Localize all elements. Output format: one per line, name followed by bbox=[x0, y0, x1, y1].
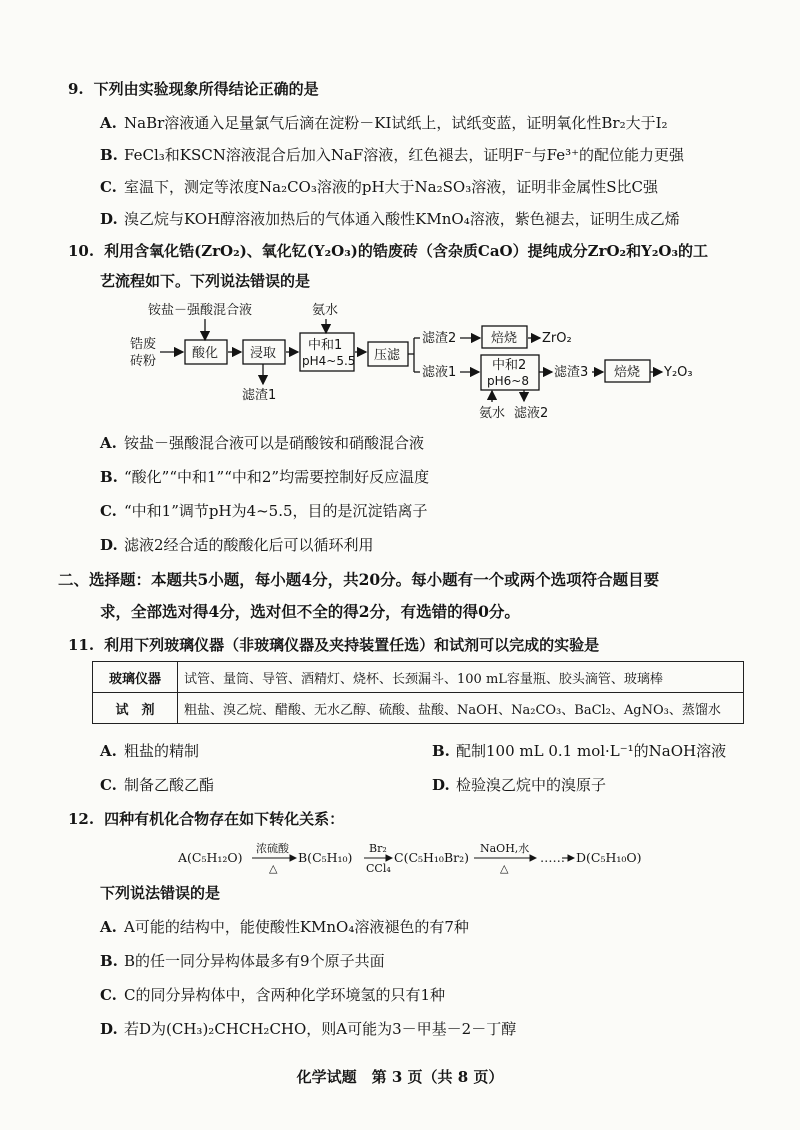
condition3-bottom: △ bbox=[500, 862, 509, 874]
table-cell-glassware: 试管、量筒、导管、酒精灯、烧杯、长颈漏斗、100 mL容量瓶、胶头滴管、玻璃棒 bbox=[178, 662, 744, 693]
condition1-bottom: △ bbox=[269, 862, 278, 874]
q9-option-d: D. 溴乙烷与KOH醇溶液加热后的气体通入酸性KMnO₄溶液，紫色褪去，证明生成乙烯 bbox=[100, 210, 680, 228]
residue3-label: 滤渣3 bbox=[554, 365, 589, 380]
q10-stem bbox=[68, 240, 708, 261]
table-head-glassware: 玻璃仪器 bbox=[93, 662, 178, 693]
table-cell-reagents: 粗盐、溴乙烷、醋酸、无水乙醇、硫酸、盐酸、NaOH、Na₂CO₃、BaCl₂、AgNO₃、蒸馏水 bbox=[178, 693, 744, 724]
q11-stem-text: 利用下列玻璃仪器（非玻璃仪器及夹持装置任选）和试剂可以完成的实验是 bbox=[104, 636, 600, 654]
q10-option-d: D. 滤液2经合适的酸酸化后可以循环利用 bbox=[100, 536, 374, 554]
filtrate1-label: 滤液1 bbox=[422, 365, 457, 380]
q12-option-c: C. C的同分异构体中，含两种化学环境氢的只有1种 bbox=[100, 986, 446, 1004]
q10-stem-line2: 艺流程如下。下列说法错误的是 bbox=[100, 272, 311, 290]
q10-stem-line1: 利用含氧化锆(ZrO₂)、氧化钇(Y₂O₃)的锆废砖（含杂质CaO）提纯成分ZrO₂和Y₂O₃的工 bbox=[104, 242, 709, 260]
q9-option-a: A. NaBr溶液通入足量氯气后滴在淀粉－KI试纸上，试纸变蓝，证明氧化性Br₂大于I₂ bbox=[100, 114, 668, 132]
ammonia-top-label: 氨水 bbox=[312, 303, 339, 318]
compound-c: C(C₅H₁₀Br₂) bbox=[394, 850, 469, 865]
q12-stem-text: 四种有机化合物存在如下转化关系： bbox=[104, 810, 345, 828]
q12-stem bbox=[68, 808, 344, 829]
page-footer: 化学试题 第 3 页（共 8 页） bbox=[296, 1068, 504, 1086]
reagent-mix-label: 铵盐－强酸混合液 bbox=[148, 303, 253, 318]
table-row bbox=[93, 662, 744, 693]
compound-a: A(C₅H₁₂O) bbox=[178, 850, 243, 865]
q11-apparatus-table bbox=[92, 661, 744, 724]
q9-stem bbox=[68, 78, 319, 99]
q12-option-d: D. 若D为(CH₃)₂CHCH₂CHO，则A可能为3－甲基－2－丁醇 bbox=[100, 1020, 517, 1038]
step-acid: 酸化 bbox=[192, 346, 219, 361]
step-neutralize2-name: 中和2 bbox=[492, 358, 527, 373]
table-head-reagents: 试 剂 bbox=[93, 693, 178, 724]
q10-option-c: C. “中和1”调节pH为4~5.5，目的是沉淀锆离子 bbox=[100, 502, 428, 520]
product-y2o3: Y₂O₃ bbox=[664, 365, 693, 380]
q11-option-a: A. 粗盐的精制 bbox=[100, 742, 200, 760]
process-flowchart bbox=[130, 302, 730, 432]
q9-stem-text: 下列由实验现象所得结论正确的是 bbox=[93, 80, 319, 98]
ammonia-bottom-label: 氨水 bbox=[479, 406, 506, 421]
step-neutralize2-ph: pH6~8 bbox=[487, 374, 529, 388]
q12-number: 12. bbox=[68, 810, 95, 828]
q11-option-c: C. 制备乙酸乙酯 bbox=[100, 776, 215, 794]
raw-material-line1: 锆废 bbox=[130, 337, 157, 352]
step-press: 压滤 bbox=[374, 348, 401, 363]
q9-option-c: C. 室温下，测定等浓度Na₂CO₃溶液的pH大于Na₂SO₃溶液，证明非金属性S比C强 bbox=[100, 178, 658, 196]
q9-number: 9. bbox=[68, 80, 84, 98]
raw-material-line2: 砖粉 bbox=[130, 354, 157, 369]
residue2-label: 滤渣2 bbox=[422, 331, 457, 346]
reaction-dots: …… bbox=[540, 850, 565, 865]
compound-d: D(C₅H₁₀O) bbox=[576, 850, 642, 865]
residue1-label: 滤渣1 bbox=[242, 388, 277, 403]
q10-number: 10. bbox=[68, 242, 95, 260]
q9-option-b: B. FeCl₃和KSCN溶液混合后加入NaF溶液，红色褪去，证明F⁻与Fe³⁺的配位能力更强 bbox=[100, 146, 685, 164]
step-neutralize1-ph: pH4~5.5 bbox=[302, 354, 356, 368]
q12-question: 下列说法错误的是 bbox=[100, 884, 221, 902]
step-leach: 浸取 bbox=[250, 346, 277, 361]
table-row bbox=[93, 693, 744, 724]
section2-heading-line1: 二、选择题：本题共5小题，每小题4分，共20分。每小题有一个或两个选项符合题目要 bbox=[58, 570, 660, 589]
q11-number: 11. bbox=[68, 636, 95, 654]
step-roast1: 焙烧 bbox=[491, 331, 518, 346]
condition1-top: 浓硫酸 bbox=[256, 842, 289, 855]
q12-option-a: A. A可能的结构中，能使酸性KMnO₄溶液褪色的有7种 bbox=[100, 918, 469, 936]
condition3-top: NaOH,水 bbox=[480, 842, 530, 855]
compound-b: B(C₅H₁₀) bbox=[298, 850, 353, 865]
step-roast2: 焙烧 bbox=[614, 365, 641, 380]
section2-heading-line2: 求，全部选对得4分，选对但不全的得2分，有选错的得0分。 bbox=[100, 602, 520, 621]
q10-option-a: A. 铵盐－强酸混合液可以是硝酸铵和硝酸混合液 bbox=[100, 434, 425, 452]
q10-option-b: B. “酸化”“中和1”“中和2”均需要控制好反应温度 bbox=[100, 468, 430, 486]
q11-stem bbox=[68, 634, 599, 655]
reaction-scheme bbox=[178, 838, 658, 874]
q11-option-d: D. 检验溴乙烷中的溴原子 bbox=[432, 776, 607, 794]
filtrate2-label: 滤液2 bbox=[514, 406, 549, 421]
condition2-top: Br₂ bbox=[369, 842, 387, 855]
step-neutralize1-name: 中和1 bbox=[308, 338, 343, 353]
q12-option-b: B. B的任一同分异构体最多有9个原子共面 bbox=[100, 952, 385, 970]
condition2-bottom: CCl₄ bbox=[366, 862, 391, 874]
product-zro2: ZrO₂ bbox=[542, 331, 572, 346]
q11-option-b: B. 配制100 mL 0.1 mol·L⁻¹的NaOH溶液 bbox=[432, 742, 727, 760]
